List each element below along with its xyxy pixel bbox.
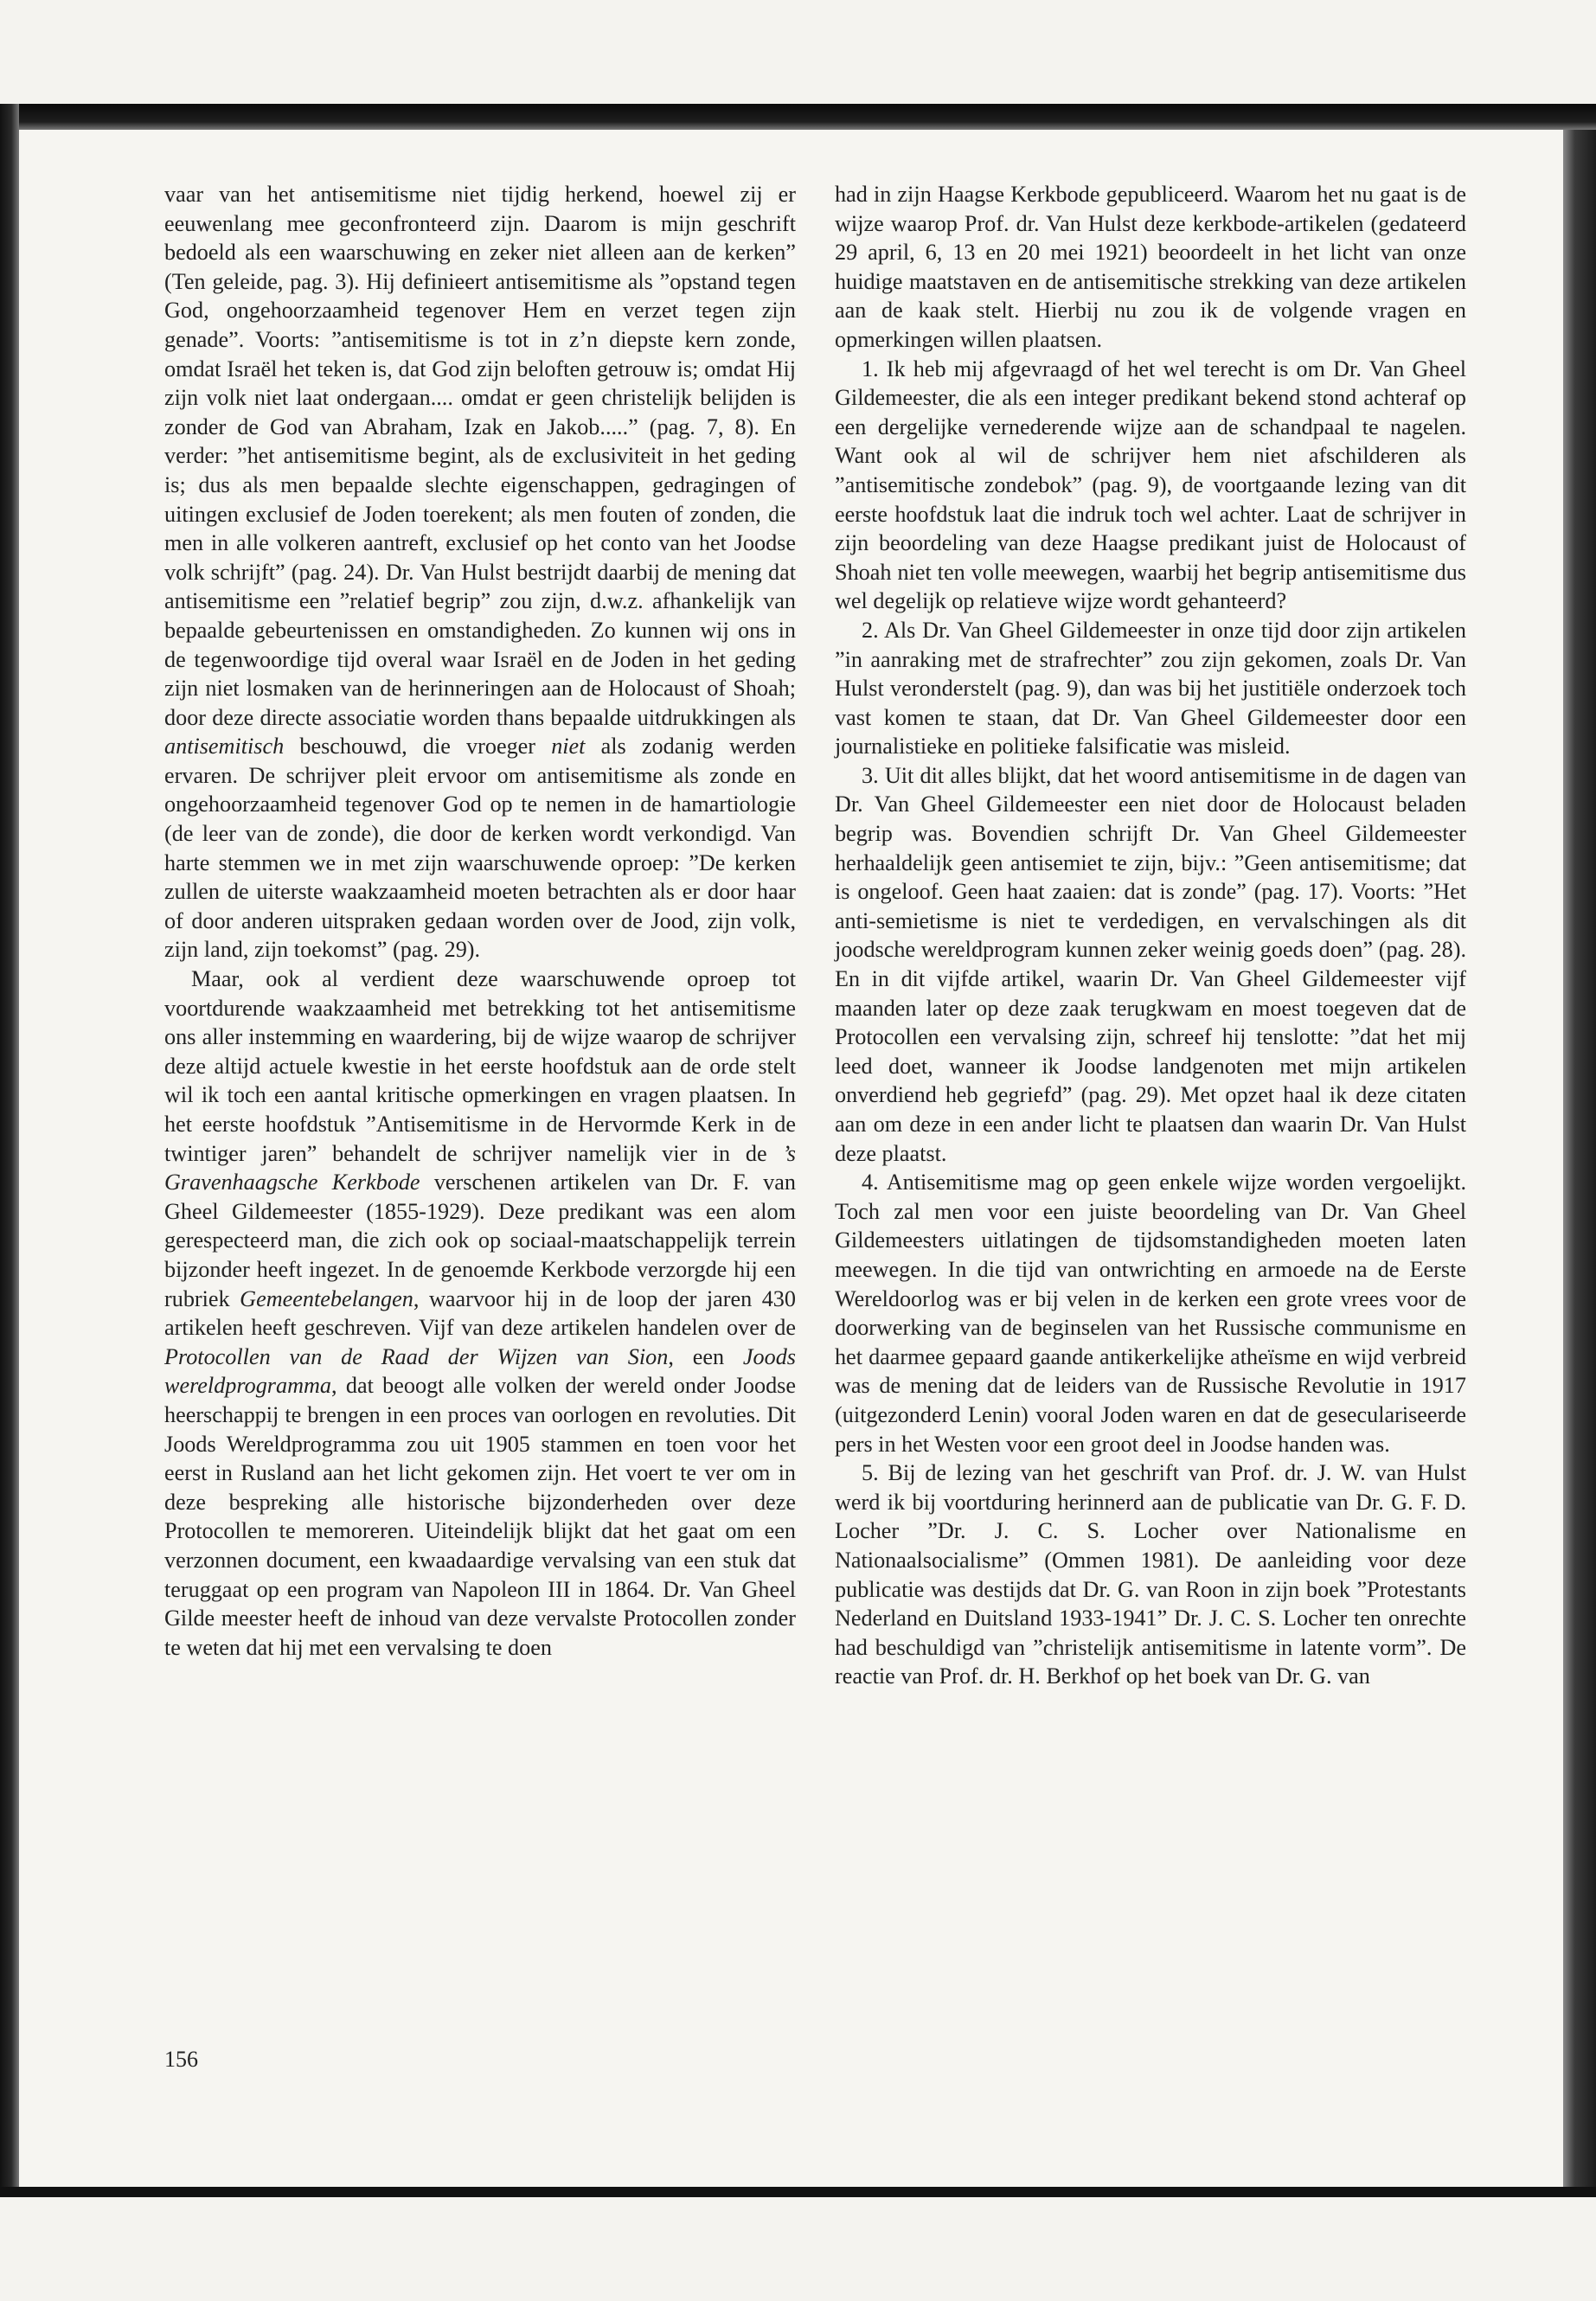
emphasis: Gemeentebelangen <box>240 1285 413 1311</box>
scan-left-edge <box>0 104 19 2189</box>
emphasis: Joods wereldprogramma <box>164 1343 797 1399</box>
emphasis: antisemitisch <box>164 734 285 760</box>
numbered-paragraph: 1. Ik heb mij afgevraagd of het wel terecht is om Dr. Van Gheel Gildemeester, die als een integer predikant bekend stond achteraf op een dergelijke vernederende wijze aan de schandpaal te nagelen. Want ook al wil de schrijver hem niet afschilderen als ”antisemitische zondebok” (pag. 9), de voortgaande lezing van dit eerste hoofdstuk laat die indruk toch wel achter. Laat de schrijver in zijn beoordeling van deze Haagse predikant juist de Holocaust of Shoah niet ten volle meewegen, waarbij het begrip antisemitisme dus wel degelijk op relatieve wijze wordt gehanteerd? <box>835 356 1466 614</box>
emphasis: ’s Gravenhaagsche Kerkbode <box>164 1140 796 1195</box>
emphasis: niet <box>551 734 586 760</box>
emphasis: Protocollen van de Raad der Wijzen van Sion <box>164 1343 669 1369</box>
numbered-paragraph: 3. Uit dit alles blijkt, dat het woord antisemitisme in de dagen van Dr. Van Gheel Gildemeester een niet door de Holocaust beladen begrip was. Bovendien schrijft Dr. Van Gheel Gildemeester herhaaldelijk geen antisemiet te zijn, bijv.: ”Geen antisemitisme; dat is ongeloof. Geen haat zaaien: dat is zonde” (pag. 17). Voorts: ”Het anti-semietisme is niet te verdedigen, en vervalschingen als dit joodsche wereldprogram kunnen zeker weinig goeds doen” (pag. 28). En in dit vijfde artikel, waarin Dr. Van Gheel Gildemeester vijf maanden later op deze zaak terugkwam en moest toegeven dat de Protocollen een vervalsing zijn, schreef hij tenslotte: ”dat het mij leed doet, wanneer ik Joodse landgenoten met mijn artikelen onverdiend heb gegriefd” (pag. 29). Met opzet haal ik deze citaten aan om deze in een ander licht te plaatsen dan waarin Dr. Van Hulst deze plaatst. <box>835 762 1466 1166</box>
scan-right-edge <box>1563 130 1596 2189</box>
right-column <box>835 180 1466 1691</box>
numbered-paragraph: 4. Antisemitisme mag op geen enkele wijze worden vergoelijkt. Toch zal men voor een juiste beoordeling van Dr. Van Gheel Gildemeesters uitlatingen de tijdsomstandigheden moeten laten meewegen. In die tijd van ontwrichting en armoede na de Eerste Wereldoorlog was er bij velen in de kerken een grote vrees voor de doorwerking van de beginselen van het Russische communisme en het daarmee gepaard gaande antikerkelijke atheïsme en wijd verbreid was de mening dat de leiders van de Russische Revolutie in 1917 (uitgezonderd Lenin) vooral Joden waren en dat de geseculariseerde pers in het Westen voor een groot deel in Joodse handen was. <box>835 1170 1466 1457</box>
paragraph: Maar, ook al verdient deze waarschuwende oproep tot voortdurende waakzaamheid met betrekking tot het antisemitisme ons aller instemming en waardering, bij de wijze waarop de schrijver deze altijd actuele kwestie in het eerste hoofdstuk aan de orde stelt wil ik toch een aantal kritische opmerkingen en vragen plaatsen. In het eerste hoofdstuk ”Antisemitisme in de Hervormde Kerk in de twintiger jaren” behandelt de schrijver namelijk vier in de ’s Gravenhaagsche Kerkbode verschenen artikelen van Dr. F. van Gheel Gildemeester (1855-1929). Deze predikant was een alom gerespecteerd man, die zich ook op sociaal-maatschappelijk terrein bijzonder heeft ingezet. In de genoemde Kerkbode verzorgde hij een rubriek Gemeentebelangen, waarvoor hij in de loop der jaren 430 artikelen heeft geschreven. Vijf van deze artikelen handelen over de Protocollen van de Raad der Wijzen van Sion, een Joods wereldprogramma, dat beoogt alle volken der wereld onder Joodse heerschappij te brengen in een proces van oorlogen en revoluties. Dit Joods Wereldprogramma zou uit 1905 stammen en toen voor het eerst in Rusland aan het licht gekomen zijn. Het voert te ver om in deze bespreking alle historische bijzonderheden over deze Protocollen te memoreren. Uiteindelijk blijkt dat het gaat om een verzonnen document, een kwaadaardige vervalsing van een stuk dat teruggaat op een program van Napoleon III in 1864. Dr. Van Gheel Gilde meester heeft de inhoud van deze vervalste Protocollen zonder te weten dat hij met een vervalsing te doen <box>164 966 797 1660</box>
paragraph: had in zijn Haagse Kerkbode gepubliceerd. Waarom het nu gaat is de wijze waarop Prof. dr. Van Hulst deze kerkbode-artikelen (gedateerd 29 april, 6, 13 en 20 mei 1921) beoordeelt in het licht van onze huidige maatstaven en de antisemitische strekking van deze artikelen aan de kaak stelt. Hierbij nu zou ik de volgende vragen en opmerkingen willen plaatsen. <box>835 182 1466 352</box>
paragraph: vaar van het antisemitisme niet tijdig herkend, hoewel zij er eeuwenlang mee geconfronteerd zijn. Daarom is mijn geschrift bedoeld als een waarschuwing en zeker niet alleen aan de kerken” (Ten geleide, pag. 3). Hij definieert antisemitisme als ”opstand tegen God, ongehoorzaamheid tegenover Hem en verzet tegen zijn genade”. Voorts: ”antisemitisme is tot in z’n diepste kern zonde, omdat Israël het teken is, dat God zijn beloften getrouw is; omdat Hij zijn volk niet laat ondergaan.... omdat er geen christelijk belijden is zonder de God van Abraham, Izak en Jakob.....” (pag. 7, 8). En verder: ”het antisemitisme begint, als de exclusiviteit in het geding is; dus als men bepaalde slechte eigenschappen, gedragingen of uitingen exclusief de Joden toerekent; als men fouten of zonden, die men in alle volkeren aantreft, exclusief op het conto van het Joodse volk schrijft” (pag. 24). Dr. Van Hulst bestrijdt daarbij de mening dat antisemitisme een ”relatief begrip” zou zijn, d.w.z. afhankelijk van bepaalde gebeurtenissen en omstandigheden. Zo kunnen wij ons in de tegenwoordige tijd overal waar Israël en de Joden in het geding zijn niet losmaken van de herinneringen aan de Holocaust of Shoah; door deze directe associatie worden thans bepaalde uitdrukkingen als antisemitisch beschouwd, die vroeger niet als zodanig werden ervaren. De schrijver pleit ervoor om antisemitisme als zonde en ongehoorzaamheid tegenover God op te nemen in de hamartiologie (de leer van de zonde), die door de kerken wordt verkondigd. Van harte stemmen we in met zijn waarschuwende oproep: ”De kerken zullen de uiterste waakzaamheid moeten betrachten als er door haar of door anderen uitspraken gedaan worden over de Jood, zijn volk, zijn land, zijn toekomst” (pag. 29). <box>164 182 797 963</box>
left-column <box>164 180 796 1662</box>
numbered-paragraph: 5. Bij de lezing van het geschrift van Prof. dr. J. W. van Hulst werd ik bij voortduring herinnerd aan de publicatie van Dr. G. F. D. Locher ”Dr. J. C. S. Locher over Nationalisme en Nationaalsocialisme” (Ommen 1981). De aanleiding voor deze publicatie was destijds dat Dr. G. van Roon in zijn boek ”Protestants Nederland en Duitsland 1933-1941” Dr. J. C. S. Locher ten onrechte had beschuldigd van ”christelijk antisemitisme in latente vorm”. De reactie van Prof. dr. H. Berkhof op het boek van Dr. G. van <box>835 1460 1466 1689</box>
scan-bottom-edge <box>0 2187 1596 2197</box>
numbered-paragraph: 2. Als Dr. Van Gheel Gildemeester in onze tijd door zijn artikelen ”in aanraking met de strafrechter” zou zijn gekomen, zoals Dr. Van Hulst veronderstelt (pag. 9), dan was bij het justitiële onderzoek toch vast komen te staan, dat Dr. Van Gheel Gildemeester door een journalistieke en politieke falsificatie was misleid. <box>835 617 1466 760</box>
page-number: 156 <box>164 2047 198 2072</box>
scan-top-edge <box>0 104 1596 130</box>
